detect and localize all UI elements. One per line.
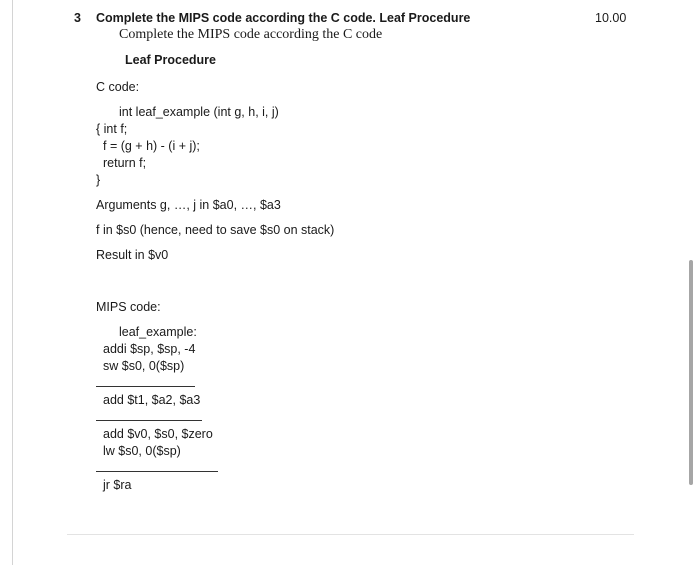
question-title: Complete the MIPS code according the C code. Leaf Procedure <box>96 11 471 25</box>
mips-line: jr $ra <box>103 478 132 492</box>
mips-code-label: MIPS code: <box>96 300 161 314</box>
mips-line: addi $sp, $sp, -4 <box>103 342 196 356</box>
scrollbar-thumb[interactable] <box>689 260 693 485</box>
note-arguments: Arguments g, …, j in $a0, …, $a3 <box>96 198 281 212</box>
c-code-line: return f; <box>103 156 147 170</box>
c-code-line: f = (g + h) - (i + j); <box>103 139 200 153</box>
mips-line: leaf_example: <box>119 325 197 339</box>
note-f-register: f in $s0 (hence, need to save $s0 on stack) <box>96 223 335 237</box>
section-heading: Leaf Procedure <box>125 53 217 67</box>
footer-divider <box>67 534 634 535</box>
blank-answer-line <box>96 386 195 387</box>
question-number: 3 <box>74 11 81 25</box>
question-points: 10.00 <box>595 11 627 25</box>
blank-answer-line <box>96 471 218 472</box>
page-left-border <box>12 0 13 565</box>
c-code-line: int leaf_example (int g, h, i, j) <box>119 105 279 119</box>
c-code-label: C code: <box>96 80 140 94</box>
note-result: Result in $v0 <box>96 248 169 262</box>
c-code-line: { int f; <box>96 122 128 136</box>
mips-line: lw $s0, 0($sp) <box>103 444 181 458</box>
mips-line: add $v0, $s0, $zero <box>103 427 213 441</box>
c-code-line: } <box>96 173 101 187</box>
mips-line: sw $s0, 0($sp) <box>103 359 185 373</box>
mips-line: add $t1, $a2, $a3 <box>103 393 201 407</box>
blank-answer-line <box>96 420 202 421</box>
question-subtitle: Complete the MIPS code according the C code <box>119 27 383 42</box>
